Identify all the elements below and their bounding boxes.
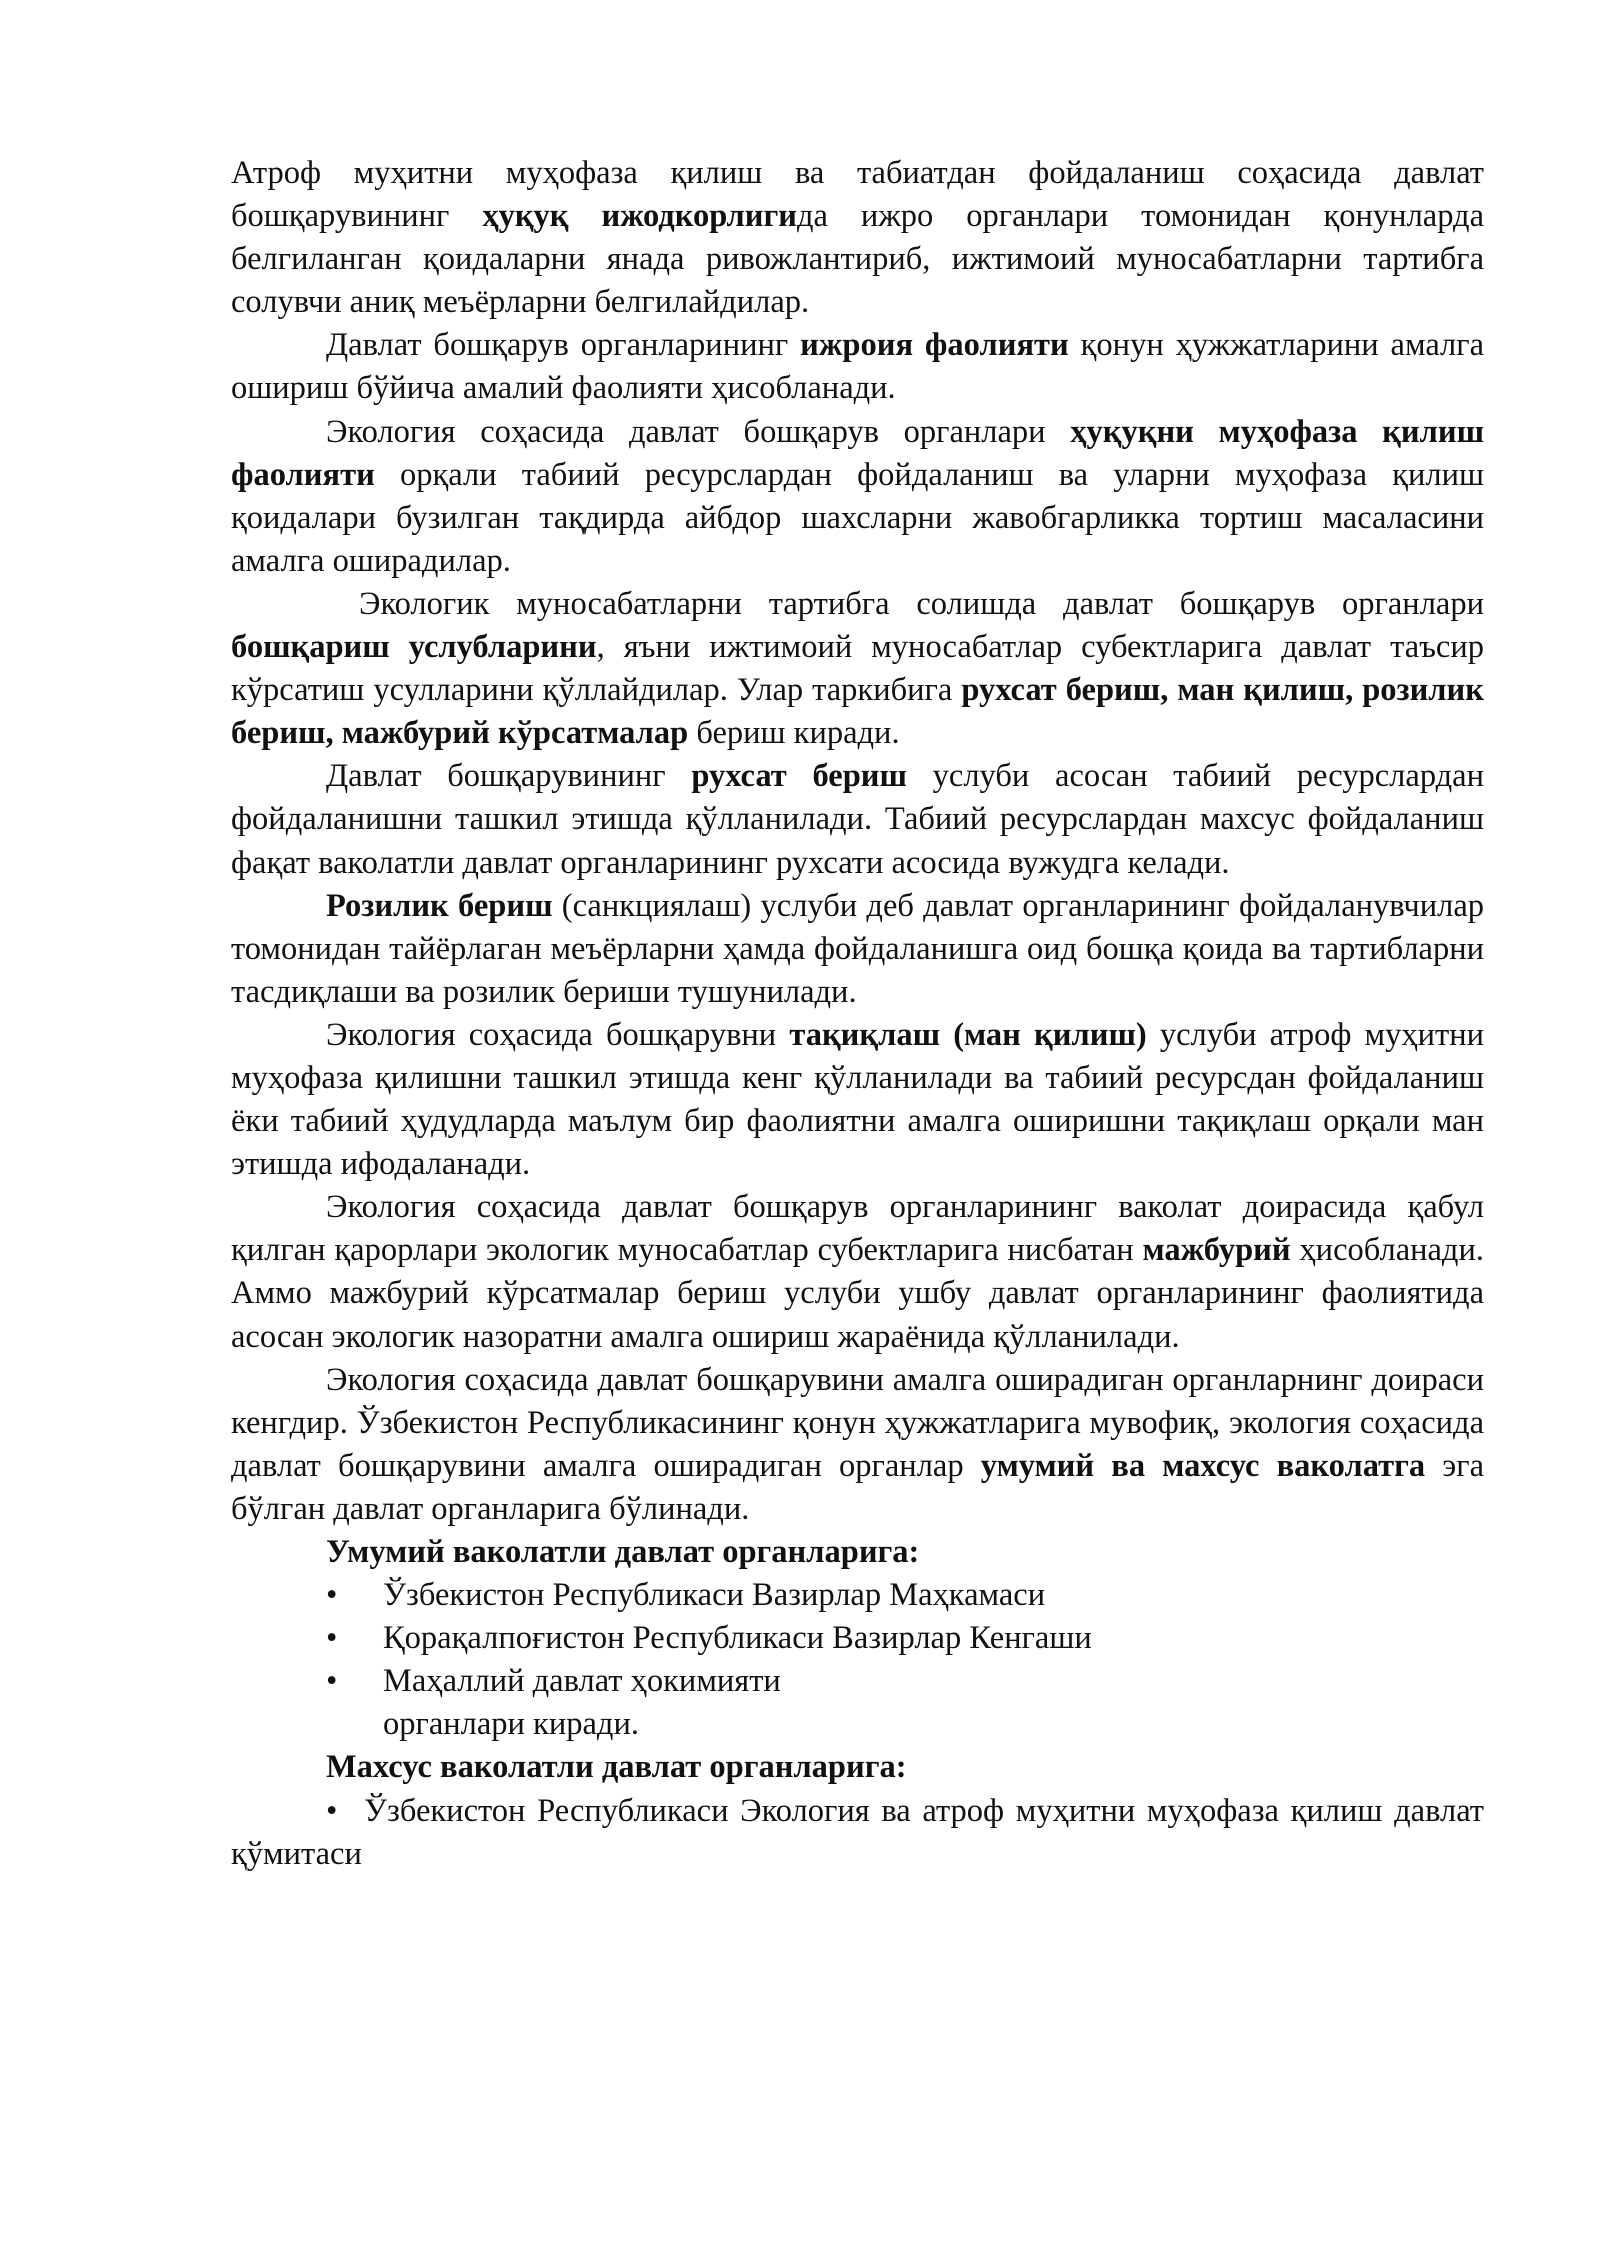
list-continuation: органлари киради.	[383, 1706, 639, 1743]
list-item: • Ўзбекистон Республикаси Экология ва атроф муҳитни муҳофаза қилиш давлат қўмитаси	[231, 1790, 1484, 1876]
document-body	[231, 152, 1484, 1531]
list-item: • Ўзбекистон Республикаси Вазирлар Маҳкамаси	[231, 1574, 1484, 1617]
text-run: (санкциялаш) услуби деб давлат органларининг фойдаланувчилар томонидан тайёрлаган меъёрларни ҳамда фойдаланишга оид бошқа қоида ва тартибларни тасдиқлаши ва розилик бериши тушунилади.	[231, 887, 1484, 1010]
bold-term: мажбурий	[1142, 1232, 1291, 1269]
text-run: услуби асосан табиий ресурслардан фойдаланишни ташкил этишда қўлланилади. Табиий ресурслардан махсус фойдаланиш фақат ваколатли давлат органларининг рухсати асосида вужудга келади.	[231, 758, 1484, 881]
text-run: Экология соҳасида давлат бошқарув органларининг ваколат доирасида қабул қилган қарорлари экологик муносабатлар субектларига нисбатан	[231, 1189, 1484, 1269]
paragraph	[231, 1186, 1484, 1358]
bold-term: тақиқлаш (ман қилиш)	[789, 1016, 1147, 1053]
paragraph	[231, 411, 1484, 583]
text-run: ҳисобланади. Аммо мажбурий кўрсатмалар бериш услуби ушбу давлат органларининг фаолиятида асосан экологик назоратни амалга ошириш жараёнида қўлланилади.	[231, 1232, 1484, 1355]
bold-term: рухсат бериш	[691, 758, 907, 795]
text-run: эга бўлган давлат органларига бўлинади.	[231, 1447, 1484, 1527]
paragraph	[231, 1359, 1484, 1531]
text-run: Давлат бошқарувининг	[326, 758, 692, 795]
text-run: Экология соҳасида давлат бошқарувини амалга оширадиган органларнинг доираси кенгдир. Ўзбекистон Республикасининг қонун ҳужжатларига мувофиқ, экология соҳасида давлат бошқарувини амалга оширадиган органлар	[231, 1361, 1484, 1484]
text-run: қонун ҳужжатларини амалга ошириш бўйича амалий фаолияти ҳисобланади.	[231, 327, 1484, 407]
bold-term: ҳуқуқни муҳофаза қилиш фаолияти	[231, 413, 1485, 493]
paragraph	[231, 583, 1484, 755]
bold-term: рухсат бериш, ман қилиш, розилик бериш, мажбурий кўрсатмалар	[231, 672, 1484, 752]
bullet-icon: •	[326, 1663, 338, 1700]
list-item: • Маҳаллий давлат ҳокимияти	[231, 1660, 1484, 1703]
text-run: услуби атроф муҳитни муҳофаза қилишни ташкил этишда кенг қўлланилади ва табиий ресурсдан фойдаланиш ёки табиий ҳудудларда маълум бир фаолиятни амалга оширишни тақиқлаш орқали ман этишда ифодаланади.	[231, 1016, 1484, 1183]
bold-term: ижроия фаолияти	[800, 327, 1069, 364]
section-heading-special: Махсус ваколатли давлат органларига:	[326, 1749, 907, 1786]
text-run: Экология соҳасида давлат бошқарув органлари	[326, 413, 1071, 450]
text-run: Давлат бошқарув органларининг	[326, 327, 801, 364]
general-bodies-list	[231, 1574, 1484, 1703]
paragraph	[231, 885, 1484, 1014]
section-heading-general: Умумий ваколатли давлат органларига:	[326, 1534, 920, 1570]
list-item: • Қорақалпоғистон Республикаси Вазирлар Кенгаши	[231, 1617, 1484, 1660]
bold-term: умумий ва махсус ваколатга	[980, 1447, 1426, 1484]
text-run: , яъни ижтимоий муносабатлар субектларига давлат таъсир кўрсатиш усулларини қўллайдилар. Улар таркибига	[231, 629, 1484, 709]
bullet-icon: •	[326, 1792, 338, 1829]
paragraph	[231, 152, 1484, 324]
bold-term: бошқариш услубларини	[231, 629, 597, 666]
bullet-icon: •	[326, 1620, 338, 1657]
text-run: бериш киради.	[688, 715, 900, 752]
paragraph	[231, 755, 1484, 884]
text-run: да ижро органлари томонидан қонунларда белгиланган қоидаларни янада ривожлантириб, ижтимоий муносабатларни тартибга солувчи аниқ меъёрларни белгилайдилар.	[231, 198, 1484, 321]
paragraph	[231, 1014, 1484, 1186]
bold-term: ҳуқуқ ижодкорлиги	[482, 198, 797, 235]
text-run: Экология соҳасида бошқарувни	[326, 1016, 790, 1053]
bold-term: Розилик бериш	[326, 887, 553, 924]
text-run: Атроф муҳитни муҳофаза қилиш ва табиатдан фойдаланиш соҳасида давлат бошқарувининг	[231, 155, 1484, 235]
paragraph	[231, 324, 1484, 410]
bullet-icon: •	[326, 1577, 338, 1614]
text-run: орқали табиий ресурслардан фойдаланиш ва уларни муҳофаза қилиш қоидалари бузилган тақдирда айбдор шахсларни жавобгарликка тортиш масаласини амалга оширадилар.	[231, 456, 1484, 579]
text-run: Экологик муносабатларни тартибга солишда давлат бошқарув органлари	[359, 585, 1484, 622]
